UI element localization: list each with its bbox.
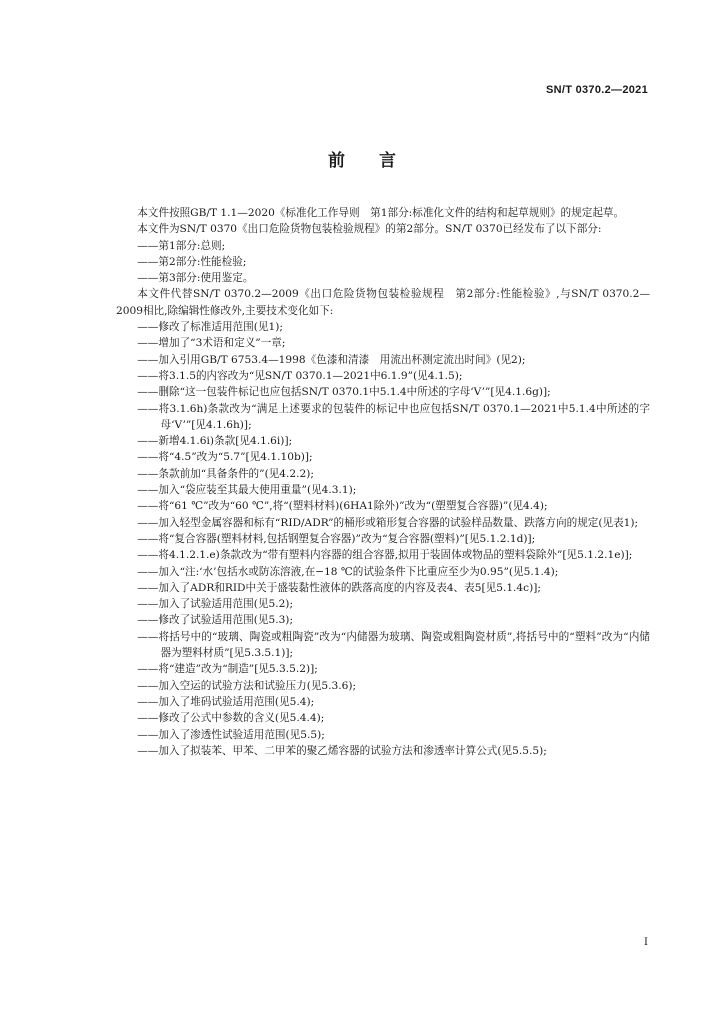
foreword-body	[116, 205, 650, 759]
change-item: ——修改了试验适用范围(见5.3);	[137, 614, 294, 627]
change-item: ——加入引用GB/T 6753.4—1998《色漆和清漆 用流出杯测定流出时间》(见2);	[137, 353, 526, 366]
part-list-item: ——第2部分:性能检验;	[137, 255, 247, 268]
change-item: ——加入轻型金属容器和标有“RID/ADR”的桶形或箱形复合容器的试验样品数量、跌落方向的规定(见表1);	[137, 516, 639, 529]
change-item: ——将3.1.5的内容改为“见SN/T 0370.1—2021中6.1.9”(见4.1.5);	[137, 369, 463, 382]
change-item: ——条款前加“具备条件的”(见4.2.2);	[137, 467, 314, 480]
change-item: ——将“建造”改为“制造”[见5.3.5.2)];	[137, 663, 318, 676]
part-list-item: ——第3部分:使用鉴定。	[137, 272, 254, 285]
change-item: ——删除“这一包装件标记也应包括SN/T 0370.1中5.1.4中所述的字母‘V’”[见4.1.6g)];	[137, 386, 551, 399]
change-item: ——将括号中的“玻璃、陶瓷或粗陶瓷”改为“内储器为玻璃、陶瓷或粗陶瓷材质”,将括号中的“塑料”改为“内储器为塑料材质”[见5.3.5.1)];	[137, 630, 650, 660]
standard-code: SN/T 0370.2—2021	[545, 84, 648, 96]
change-item: ——将3.1.6h)条款改为“满足上述要求的包装件的标记中也应包括SN/T 0370.1—2021中5.1.4中所述的字母‘V’”[见4.1.6h)];	[137, 402, 650, 431]
change-item: ——将4.1.2.1.e)条款改为“带有塑料内容器的组合容器,拟用于装固体或物品的塑料袋除外”[见5.1.2.1e)];	[137, 549, 633, 562]
change-item: ——加入了ADR和RID中关于盛装黏性液体的跌落高度的内容及表4、表5[见5.1.4c)];	[137, 581, 541, 594]
change-item: ——加入了拟装苯、甲苯、二甲苯的聚乙烯容器的试验方法和渗透率计算公式(见5.5.5);	[137, 744, 547, 757]
change-item: ——新增4.1.6i)条款[见4.1.6i)];	[137, 435, 293, 448]
page-title: 前言	[328, 151, 430, 171]
change-item: ——将“复合容器(塑料材料,包括钢塑复合容器)”改为“复合容器(塑料)”[见5.1.2.1d)];	[137, 532, 536, 545]
change-item: ——修改了标准适用范围(见1);	[137, 321, 283, 334]
change-item: ——增加了“3术语和定义”一章;	[137, 337, 286, 350]
change-item: ——加入“袋应装至其最大使用重量”(见4.3.1);	[137, 484, 357, 497]
change-item: ——加入“注:‘水’包括水或防冻溶液,在−18 ℃的试验条件下比重应至少为0.95”(见5.1.4);	[137, 565, 559, 578]
part-list-item: ——第1部分:总则;	[137, 239, 226, 252]
intro-paragraph-1: 本文件按照GB/T 1.1—2020《标准化工作导则 第1部分:标准化文件的结构和起草规则》的规定起草。	[137, 207, 625, 219]
replacement-note: 本文件代替SN/T 0370.2—2009《出口危险货物包装检验规程 第2部分:性能检验》,与SN/T 0370.2—2009相比,除编辑性修改外,主要技术变化如下:	[116, 288, 650, 317]
intro-paragraph-2: 本文件为SN/T 0370《出口危险货物包装检验规程》的第2部分。SN/T 0370已经发布了以下部分:	[137, 223, 602, 236]
page-number: I	[644, 937, 648, 948]
change-item: ——加入了渗透性试验适用范围(见5.5);	[137, 728, 325, 741]
change-item: ——加入了试验适用范围(见5.2);	[137, 598, 294, 611]
change-item: ——修改了公式中参数的含义(见5.4.4);	[137, 712, 325, 725]
change-list	[116, 319, 650, 759]
change-item: ——将“61 ℃”改为“60 ℃”,将“(塑料材料)(6HA1除外)”改为“(塑塑复合容器)”(见4.4);	[137, 500, 548, 513]
change-item: ——加入空运的试验方法和试验压力(见5.3.6);	[137, 679, 357, 692]
change-item: ——加入了堆码试验适用范围(见5.4);	[137, 695, 315, 708]
change-item: ——将“4.5”改为“5.7”[见4.1.10b)];	[137, 451, 313, 464]
